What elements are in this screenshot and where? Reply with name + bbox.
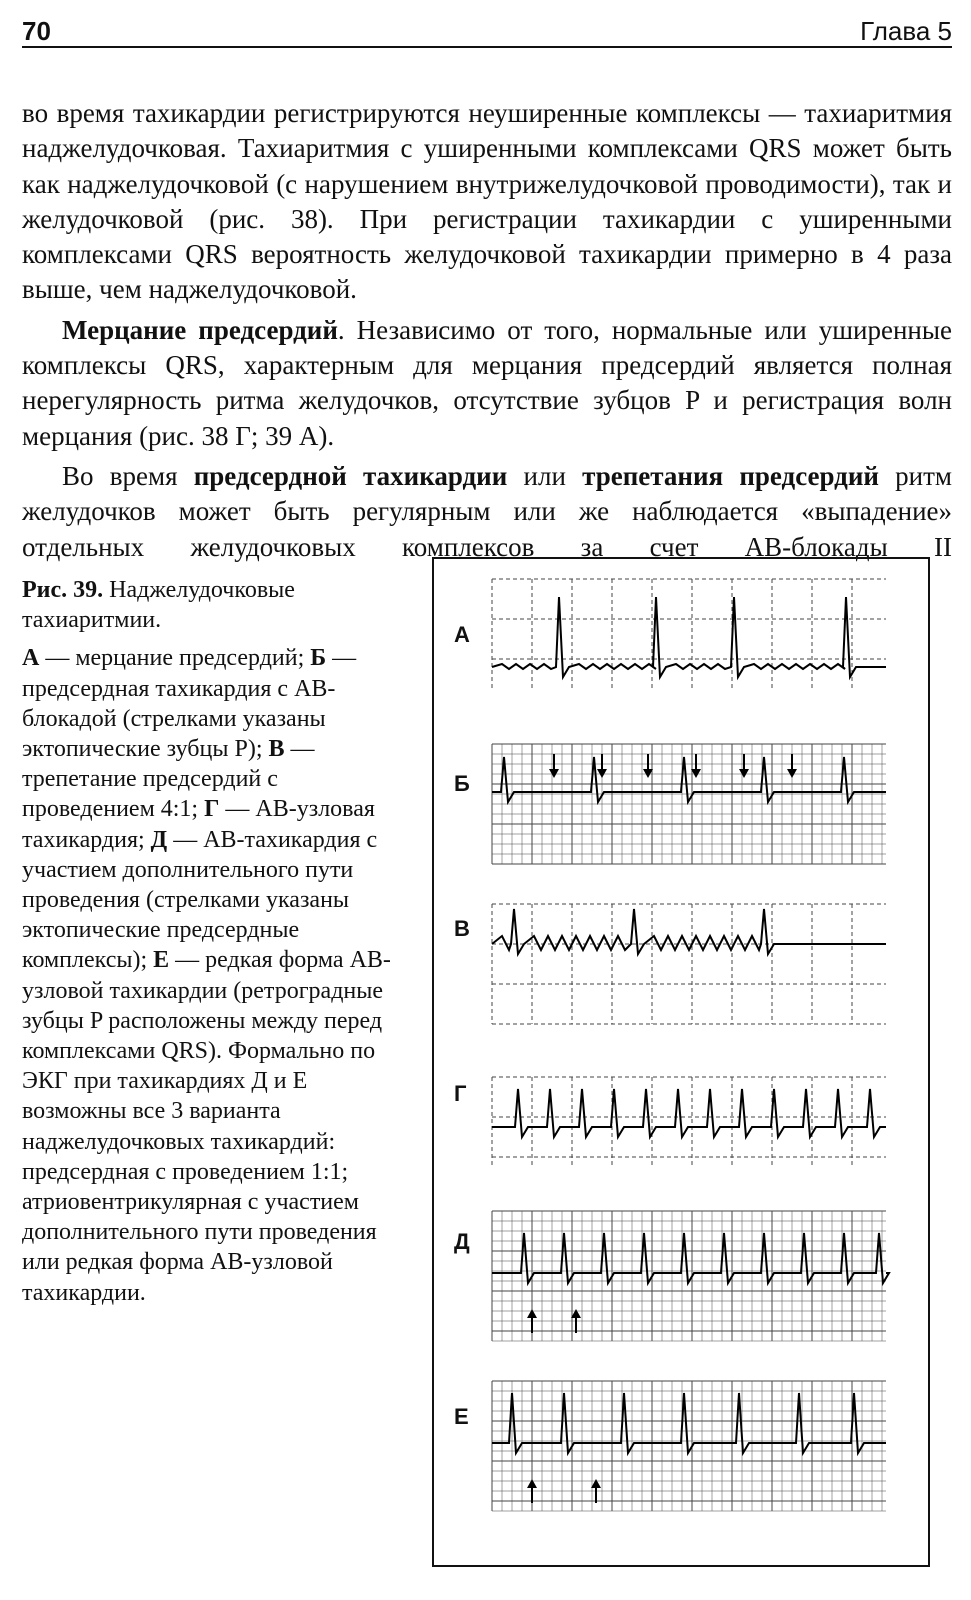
chapter-title: Глава 5 <box>860 16 952 46</box>
ecg-arrow-head <box>527 1309 537 1318</box>
legend-key-a: А <box>22 645 40 672</box>
ecg-trace <box>492 597 886 677</box>
caption-figure-number: Рис. 39. <box>22 577 104 603</box>
ecg-arrow-head <box>527 1479 537 1488</box>
term-atrial-fibrillation: Мерцание предсердий <box>62 314 338 345</box>
paragraph-3-text-c: ритм желудочков может быть регулярным или же наблюдается «выпадение» отдельных желудочковых комплексов за счет АВ-блокады II <box>22 460 953 562</box>
body-text <box>22 96 952 565</box>
caption-figure-title: Наджелудочковые тахиаритмии. <box>22 577 295 634</box>
paragraph-1 <box>22 96 952 308</box>
legend-text-a: — мерцание предсердий; <box>39 645 305 672</box>
ecg-arrow-head <box>597 769 607 778</box>
ecg-trace <box>492 1393 886 1453</box>
legend-text-e: — редкая форма АВ-узловой тахикардии (ретроградные зубцы P расположены между перед комплексами QRS). Формально по ЭКГ при тахикардиях Д и Е возможны все 3 варианта наджелудочковых тахикардий: предсердная с проведением 1:1; атриовентрикулярная с участием дополнительного пути проведения или редкая форма АВ-узловой тахикардии. <box>22 947 391 1306</box>
legend-text-g: — АВ-узловая тахикардия; <box>22 796 375 853</box>
paragraph-1-text: во время тахикардии регистрируются неуширенные комплексы — тахиаритмия наджелудочковая. Тахиаритмия с уширенными комплексами QRS может быть как наджелудочковой (с нарушением внутрижелудочковой проводимости), так и желудочковой (рис. 38). При регистрации тахикардии с уширенными комплексами QRS вероятность желудочковой тахикардии примерно в 4 раза выше, чем наджелудочковой. <box>22 98 952 305</box>
paragraph-3-text-a: Во время <box>62 460 194 491</box>
ecg-arrow-head <box>787 769 797 778</box>
legend-text-d: — АВ-тахикардия с участием дополнительного пути проведения (стрелками указаны эктопические предсердные комплексы); <box>22 826 378 974</box>
legend-key-d: Д <box>150 826 168 853</box>
ecg-trace <box>492 1089 886 1137</box>
page-header <box>22 8 952 48</box>
legend-key-v: В <box>268 736 285 763</box>
ecg-figure <box>432 557 930 1567</box>
legend-text-b: — предсердная тахикардия с АВ-блокадой (стрелками указаны эктопические зубцы P); <box>22 645 357 763</box>
paragraph-3 <box>22 459 952 565</box>
lead-label-v: В <box>454 916 470 941</box>
paragraph-2 <box>22 313 952 454</box>
term-atrial-flutter: трепетания предсердий <box>582 460 879 491</box>
legend-key-g: Г <box>204 796 220 823</box>
lead-label-a: А <box>454 622 470 647</box>
caption-legend <box>22 643 392 1307</box>
ecg-arrow-head <box>591 1479 601 1488</box>
legend-key-b: Б <box>310 645 327 672</box>
lead-label-b: Б <box>454 771 470 796</box>
figure-caption <box>22 575 392 1308</box>
ecg-arrow-head <box>739 769 749 778</box>
legend-key-e: Е <box>153 947 170 974</box>
lead-label-e: Е <box>454 1404 469 1429</box>
term-atrial-tachycardia: предсердной тахикардии <box>193 460 508 491</box>
lead-label-d: Д <box>454 1229 470 1254</box>
page-number: 70 <box>22 16 51 46</box>
ecg-trace <box>492 1233 889 1283</box>
paragraph-3-text-b: или <box>507 460 583 491</box>
lead-label-g: Г <box>454 1081 467 1106</box>
ecg-arrow-head <box>549 769 559 778</box>
ecg-trace <box>492 909 886 954</box>
legend-text-v: — трепетание предсердий с проведением 4:1; <box>22 736 315 823</box>
caption-title <box>22 575 392 635</box>
ecg-strips <box>434 559 928 1565</box>
paragraph-2-text: . Независимо от того, нормальные или уширенные комплексы QRS, характерным для мерцания предсердий является полная нерегулярность ритма желудочков, отсутствие зубцов P и регистрация волн мерцания (рис. 38 Г; 39 А). <box>22 314 952 451</box>
